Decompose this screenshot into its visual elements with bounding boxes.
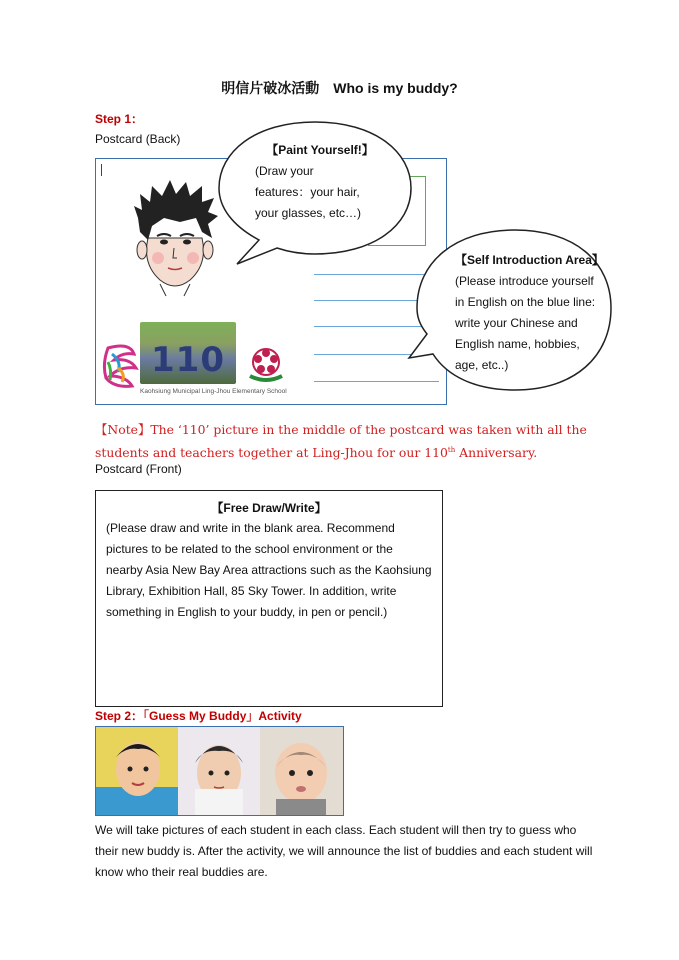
note-label: 【Note】: [95, 422, 151, 437]
paint-bubble-line: features：your hair,: [255, 185, 360, 199]
student-photos: [96, 727, 343, 815]
title-chinese: 明信片破冰活動: [221, 81, 320, 97]
intro-bubble-line: write your Chinese and: [455, 316, 578, 330]
free-draw-body: (Please draw and write in the blank area. Recommend pictures to be related to the school environment or the nearby Asia New Bay Area attractions such as the Kaohsiung Library, Exhibition Hall, 85 Sky Tower. In addition, write something in English to your buddy, in pen or pencil.): [106, 521, 432, 619]
corner-mark: [101, 164, 104, 176]
student-photo-strip: [95, 726, 344, 816]
note-text-end: Anniversary.: [455, 445, 538, 461]
paint-bubble-line: your glasses, etc…): [255, 206, 362, 220]
intro-bubble-line: in English on the blue line:: [455, 295, 596, 309]
paint-bubble-heading: 【Paint Yourself!】: [266, 143, 374, 157]
free-draw-box: [95, 490, 443, 707]
intro-bubble-line: (Please introduce yourself: [455, 274, 594, 288]
postcard-front-label: Postcard (Front): [95, 462, 182, 476]
note-text: The ‘110’ picture in the middle of the postcard was taken with all the students and teachers together at Ling-Jhou for our 110: [95, 422, 587, 461]
intro-bubble-heading: 【Self Introduction Area】: [455, 253, 604, 267]
paint-bubble-line: (Draw your: [255, 164, 314, 178]
step1-label: Step 1：: [95, 112, 144, 126]
intro-bubble-line: age, etc..): [455, 358, 509, 372]
free-draw-heading: 【Free Draw/Write】: [211, 501, 327, 515]
step2-label: Step 2：「Guess My Buddy」Activity: [95, 709, 302, 723]
school-caption: Kaohsiung Municipal Ling-Jhou Elementary School: [140, 388, 287, 395]
page-title: [0, 78, 679, 98]
note-superscript: th: [447, 446, 456, 454]
title-english: Who is my buddy?: [333, 80, 458, 96]
intro-bubble-line: English name, hobbies,: [455, 337, 580, 351]
postcard-back-label: Postcard (Back): [95, 132, 181, 146]
paint-bubble-text: [255, 140, 405, 224]
cartoon-face-drawing: [130, 176, 220, 301]
note-paragraph: [95, 419, 615, 463]
school-emblem-icon: [246, 346, 286, 384]
school-logo-icon: [100, 342, 142, 392]
school-110-photo: [140, 322, 236, 384]
activity-description: We will take pictures of each student in each class. Each student will then try to guess who their new buddy is. After the activity, we will announce the list of buddies and each student will know who their real buddies are.: [95, 823, 593, 879]
intro-bubble-text: [455, 250, 615, 376]
photo-110-text: 110: [151, 340, 225, 380]
